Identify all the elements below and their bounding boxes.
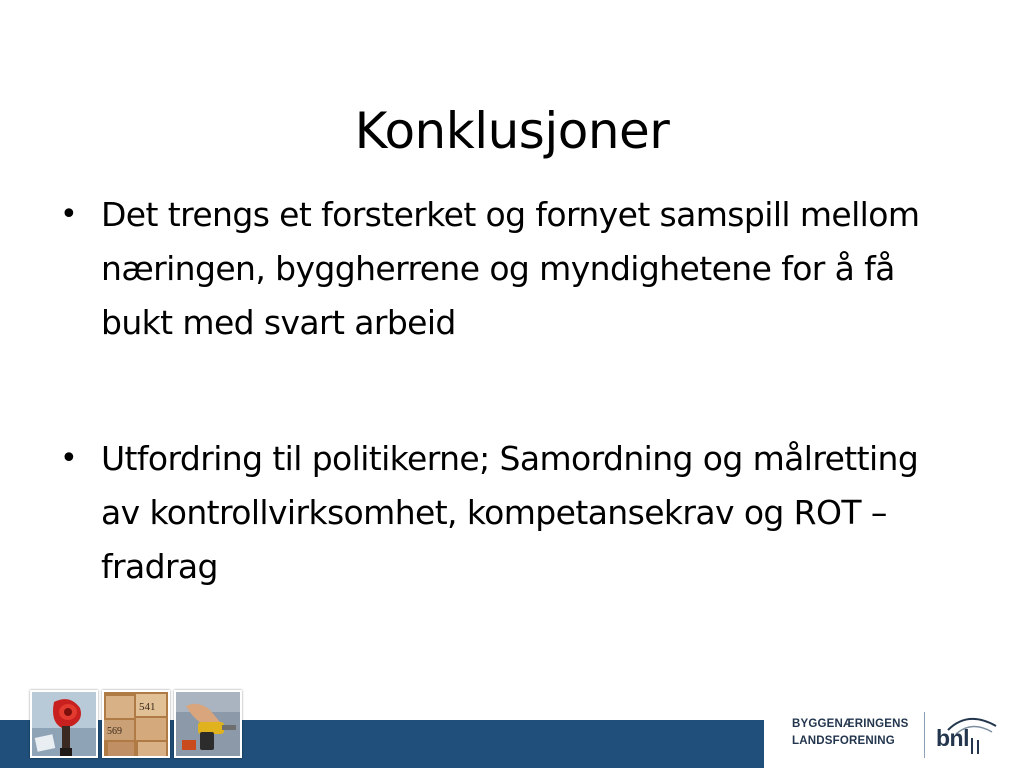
logo-line-1: BYGGENÆRINGENS <box>792 718 909 730</box>
power-drill-photo-icon <box>174 690 242 758</box>
bullet-item <box>60 432 960 594</box>
bullet-text: Det trengs et forsterket og fornyet samspill mellom næringen, byggherrene og myndighetene for å få bukt med svart arbeid <box>101 195 920 342</box>
bnl-logo <box>772 710 1018 762</box>
bullet-list <box>60 188 960 594</box>
bnl-mark-icon <box>932 710 1004 762</box>
block-number: 569 <box>107 726 122 737</box>
slide-title: Konklusjoner <box>354 101 670 160</box>
bullet-item <box>60 188 960 350</box>
logo-mark-text: bnl <box>936 725 969 751</box>
bullet-marker: • <box>60 441 78 476</box>
block-number: 541 <box>139 701 156 713</box>
meter-tool-photo-icon <box>30 690 98 758</box>
logo-line-2: LANDSFORENING <box>792 735 895 747</box>
logo-wordmark <box>792 716 909 750</box>
bullet-marker: • <box>60 197 78 232</box>
number-blocks-photo-icon <box>102 690 170 758</box>
bullet-text: Utfordring til politikerne; Samordning og målretting av kontrollvirksomhet, kompetansekrav og ROT – fradrag <box>101 439 919 586</box>
logo-divider <box>924 712 925 758</box>
